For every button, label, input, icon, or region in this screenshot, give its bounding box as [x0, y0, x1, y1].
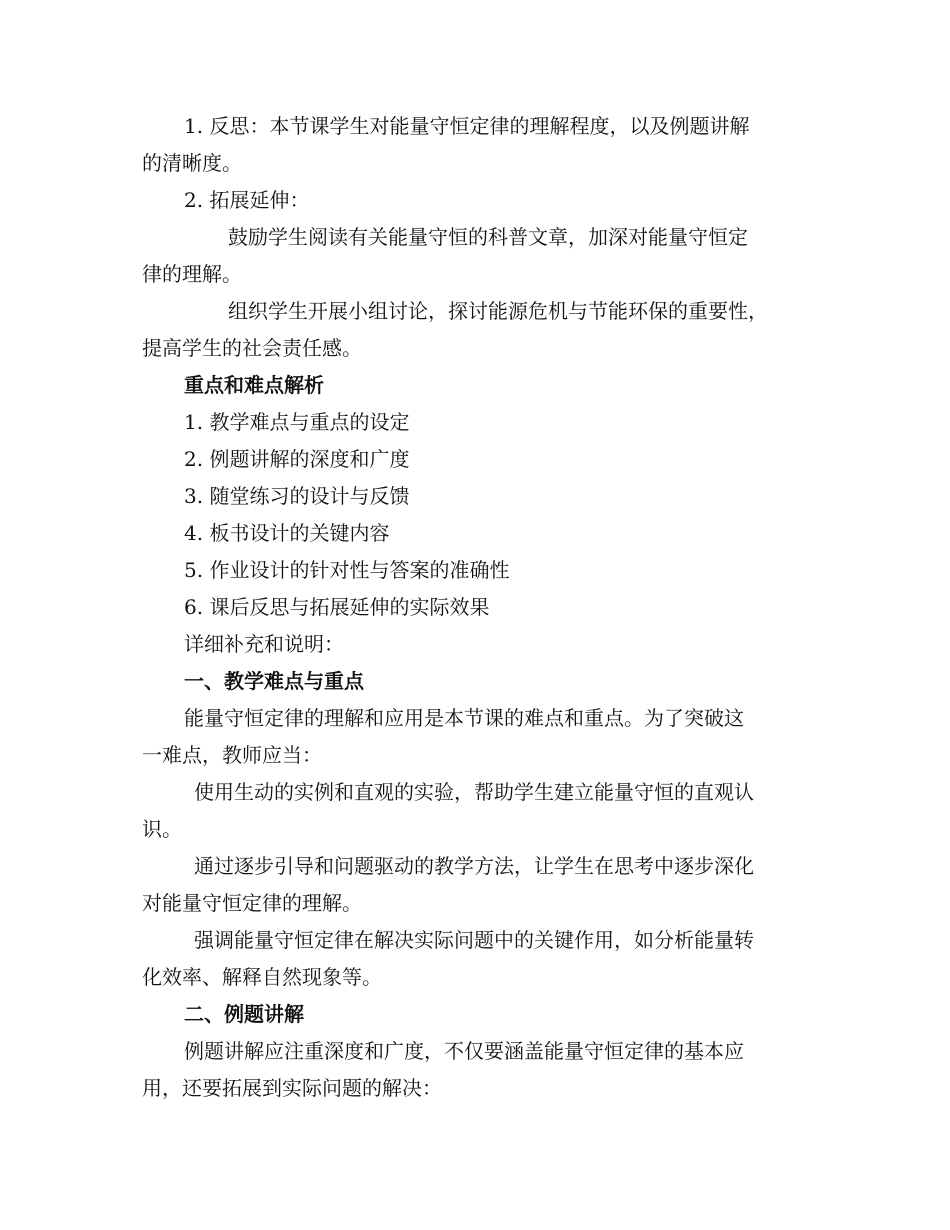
extension-paragraph-1-line-2: 律的理解。: [142, 262, 242, 286]
section-1-heading: 一、教学难点与重点: [184, 669, 364, 693]
key-points-heading: 重点和难点解析: [184, 373, 324, 397]
section-2-intro-line-1: 例题讲解应注重深度和广度，不仅要涵盖能量守恒定律的基本应: [184, 1039, 744, 1063]
key-point-item: 2. 例题讲解的深度和广度: [184, 447, 410, 471]
key-point-item: 5. 作业设计的针对性与答案的准确性: [184, 558, 510, 582]
key-point-item: 4. 板书设计的关键内容: [184, 521, 390, 545]
supplement-label: 详细补充和说明：: [184, 632, 344, 656]
section-2-intro-line-2: 用，还要拓展到实际问题的解决：: [142, 1076, 442, 1100]
extension-item-2: 2. 拓展延伸：: [184, 188, 310, 212]
key-point-item: 1. 教学难点与重点的设定: [184, 410, 410, 434]
key-point-item: 3. 随堂练习的设计与反馈: [184, 484, 410, 508]
extension-paragraph-2-line-1: 组织学生开展小组讨论，探讨能源危机与节能环保的重要性，: [228, 299, 768, 323]
section-1-point-2-line-1: 通过逐步引导和问题驱动的教学方法，让学生在思考中逐步深化: [194, 854, 754, 878]
section-1-point-3-line-2: 化效率、解释自然现象等。: [142, 965, 382, 989]
section-1-point-3-line-1: 强调能量守恒定律在解决实际问题中的关键作用，如分析能量转: [194, 928, 754, 952]
reflection-item-1-line-2: 的清晰度。: [142, 151, 242, 175]
section-1-point-1-line-1: 使用生动的实例和直观的实验，帮助学生建立能量守恒的直观认: [194, 780, 754, 804]
extension-paragraph-2-line-2: 提高学生的社会责任感。: [142, 336, 362, 360]
section-1-point-1-line-2: 识。: [142, 817, 182, 841]
section-1-point-2-line-2: 对能量守恒定律的理解。: [142, 891, 362, 915]
extension-paragraph-1-line-1: 鼓励学生阅读有关能量守恒的科普文章，加深对能量守恒定: [228, 225, 748, 249]
section-2-heading: 二、例题讲解: [184, 1002, 304, 1026]
reflection-item-1-line-1: 1. 反思：本节课学生对能量守恒定律的理解程度，以及例题讲解: [184, 114, 750, 138]
section-1-intro-line-1: 能量守恒定律的理解和应用是本节课的难点和重点。为了突破这: [184, 706, 744, 730]
document-body: [142, 108, 804, 1107]
section-1-intro-line-2: 一难点，教师应当：: [142, 743, 322, 767]
key-point-item: 6. 课后反思与拓展延伸的实际效果: [184, 595, 490, 619]
